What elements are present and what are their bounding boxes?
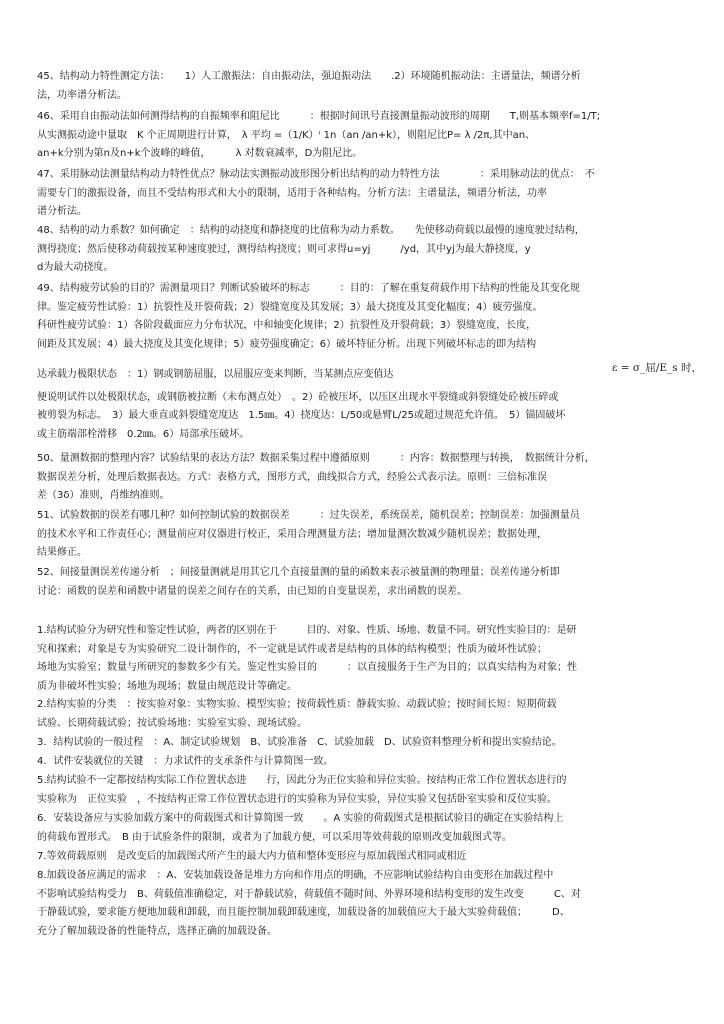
text-line: d为最大动挠度。 [37, 262, 114, 273]
q47-paragraph [37, 166, 693, 222]
b8-paragraph [37, 867, 693, 941]
text-line: 法，功率谱分析法。 [37, 89, 127, 101]
text-line: 49、结构疲劳试验的目的？需测量项目？判断试验破坏的标志 ：目的：了解在重复荷载作用下结构的性能及其变化规 [37, 283, 580, 294]
text-line: 5.结构试验不一定都按结构实际工作位置状态进 行，因此分为正位实验和异位实验。按结构正常工作位置状态进行的 [37, 775, 567, 786]
text-line: 被剪裂为标志。 3）最大垂直或斜裂缝宽度达 1.5㎜。4）挠度达：L/50或悬臂L/25或超过规范允许值。 5）锚固破坏 [37, 410, 566, 421]
text-line: 实验称为 正位实验 ，不按结构正常工作位置状态进行的实验称为异位实验，异位实验又包括卧室实验和反位实验。 [37, 793, 557, 805]
text-line: 达承载力极限状态 ：1）钢或钢筋屈服，以屈服应变来判断，当某测点应变值达 [37, 369, 394, 380]
q45-paragraph [37, 68, 693, 105]
text-line: an+k分别为第n及n+k个波峰的峰值， λ 对数衰减率，D为阻尼比。 [37, 148, 363, 159]
b1-paragraph [37, 622, 693, 696]
text-line: 律。鉴定疲劳性试验：1）抗裂性及开裂荷载；2）裂缝宽度及其发展；3）最大挠度及其变化幅度；4）疲劳强度。 [37, 301, 543, 313]
q52-paragraph [37, 564, 693, 601]
text-line: 不影响试验结构受力 B、荷载值准确稳定，对于静载试验，荷载值不随时间、外界环境和结构变形的发生改变 C、对 [37, 888, 581, 900]
epsilon-formula: ε = σ_屈/E_s 时， [612, 362, 703, 374]
text-line: 测得挠度；然后使移动荷载按某种速度驶过，测得结构挠度；则可求得u=yj /yd，其中yj为最大静挠度，y [37, 243, 531, 255]
b6-paragraph [37, 810, 693, 847]
b5-paragraph [37, 772, 693, 809]
text-line: 6．安装设备应与实验加载方案中的荷载图式和计算简图一致 。A 实验的荷载图式是根据试验目的确定在实验结构上 [37, 813, 564, 824]
text-line: 充分了解加载设备的性能特点，选择正确的加载设备。 [37, 925, 277, 937]
text-line: 试验、长期荷载试验；按试验场地：实验室实验、现场试验。 [37, 717, 307, 729]
b4-paragraph [37, 753, 693, 772]
text-line: 讨论：函数的误差和函数中诸量的误差之间存在的关系，由已知的自变量误差，求出函数的误差。 [37, 585, 467, 597]
text-line: 谱分析法。 [37, 206, 87, 217]
text-line: 52、间接量测误差传递分析 ；间接量测就是用其它几个直接量测的量的函数来表示被量测的物理量；误差传递分析即 [37, 567, 560, 578]
text-line: 2.结构实验的分类 ：按实验对象：实物实验、模型实验；按荷载性质：静载实验、动载试验；按时间长短：短期荷载 [37, 699, 557, 710]
text-line: 3．结构试验的一般过程 ：A、制定试验规划 B、试验准备 C、试验加载 D、试验资料整理分析和提出实验结论。 [37, 737, 562, 748]
text-line: 50、量测数据的整理内容？试验结果的表达方法？数据采集过程中遵循原则 ：内容：数据整理与转换， 数据统计分析， [37, 453, 595, 464]
text-line: 场地为实验室；数量与所研究的参数多少有关。鉴定性实验目的 ：以直接服务于生产为目的；以真实结构为对象；性 [37, 662, 577, 673]
text-line: 8.加载设备应满足的需求 ：A、安装加载设备是堆力方向和作用点的明确，不应影响试验结构自由变形在加载过程中 [37, 870, 554, 881]
text-line: 51、试验数据的误差有哪几种？如何控制试验的数据误差 ：过失误差，系统误差，随机误差；控制误差：加强测量员 [37, 510, 580, 521]
text-line: 结果修正。 [37, 547, 87, 558]
q50-paragraph [37, 450, 693, 506]
q49-paragraph [37, 280, 693, 354]
text-line: 间距及其发展；4）最大挠度及其变化规律；5）疲劳强度确定；6）破坏特征分析。出现下列破坏标志的即为结构 [37, 338, 537, 350]
q46-paragraph [37, 108, 693, 164]
b3-paragraph [37, 734, 693, 753]
text-line: 47、采用脉动法测量结构动力特性优点？脉动法实测振动波形图分析出结构的动力特性方法 ：采用脉动法的优点： 不 [37, 169, 595, 180]
text-line: 的技术水平和工作责任心；测量前应对仪器进行校正，采用合理测量方法；增加量测次数减少随机误差；数据处理， [37, 528, 547, 540]
text-line: 数据误差分析，处理后数据表达。方式：表格方式，图形方式，曲线拟合方式，经验公式表示法。原则：三倍标准误 [37, 471, 547, 483]
text-line: 或主筋端部栓滑移 0.2㎜。6）局部承压破坏。 [37, 428, 250, 440]
text-line: 4．试件安装就位的关键 ：力求试件的支承条件与计算简图一致。 [37, 756, 334, 767]
text-line: 46、采用自由振动法如何测得结构的自振频率和阻尼比 ：根据时间讯号直接测量振动波形的周期 T,则基本频率f=1/T; [37, 111, 601, 122]
text-line: 7.等效荷载原则 是改变后的加载图式所产生的最大内力值和整体变形应与原加载图式相同或相近 [37, 851, 467, 862]
b2-paragraph [37, 696, 693, 733]
text-line: 差（3δ）准则，肖维纳准则。 [37, 490, 170, 501]
text-line: 质为非破坏性实验；场地为现场；数量由规范设计等确定。 [37, 680, 297, 692]
text-line: 1.结构试验分为研究性和鉴定性试验，两者的区别在于 目的、对象、性质、场地、数量不同。研究性实验目的：是研 [37, 625, 577, 636]
text-line: 便说明试件以处极限状态，或钢筋被拉断（未布测点处） 。2）砼被压坏，以压区出现水平裂缝或斜裂缝处砼被压碎或 [37, 391, 559, 403]
text-line: 45、结构动力特性测定方法： 1）人工激振法：自由振动法，强迫振动法 .2）环境随机振动法：主谱量法，频谱分析 [37, 71, 581, 82]
b7-paragraph [37, 848, 693, 867]
text-line: 从实测振动途中量取 K 个正周期进行计算， λ 平均 =（1/K）ⁱ 1n（an /an+k），则阻尼比P= λ /2π,其中an、 [37, 129, 536, 141]
text-line: 究和探索；对象是专为实验研究二设计制作的，不一定就是试件或者是结构的具体的结构模型；性质为破坏性试验； [37, 643, 547, 655]
text-line: 需要专门的激振设备，而且不受结构形式和大小的限制，适用于各种结构。分析方法：主谱量法，频谱分析法，功率 [37, 187, 547, 199]
text-line: 48、结构的动力系数？如何确定 ：结构的动挠度和静挠度的比值称为动力系数。 先使移动荷载以最慢的速度驶过结构， [37, 225, 585, 236]
text-line: 科研性疲劳试验：1）各阶段截面应力分布状况，中和轴变化规律；2）抗裂性及开裂荷载；3）裂缝宽度，长度， [37, 320, 537, 331]
q49-continuation-paragraph [37, 366, 693, 444]
text-line: 于静载试验，要求能方便地加载和卸载，而且能控制加载卸载速度，加载设备的加载值应大于最大实验荷载值； D、 [37, 907, 570, 918]
q48-paragraph [37, 222, 693, 278]
text-line: 的荷载布置形式。 B 由于试验条件的限制，或者为了加载方便，可以采用等效荷载的原则改变加载图式等。 [37, 831, 513, 843]
q51-paragraph [37, 507, 693, 563]
